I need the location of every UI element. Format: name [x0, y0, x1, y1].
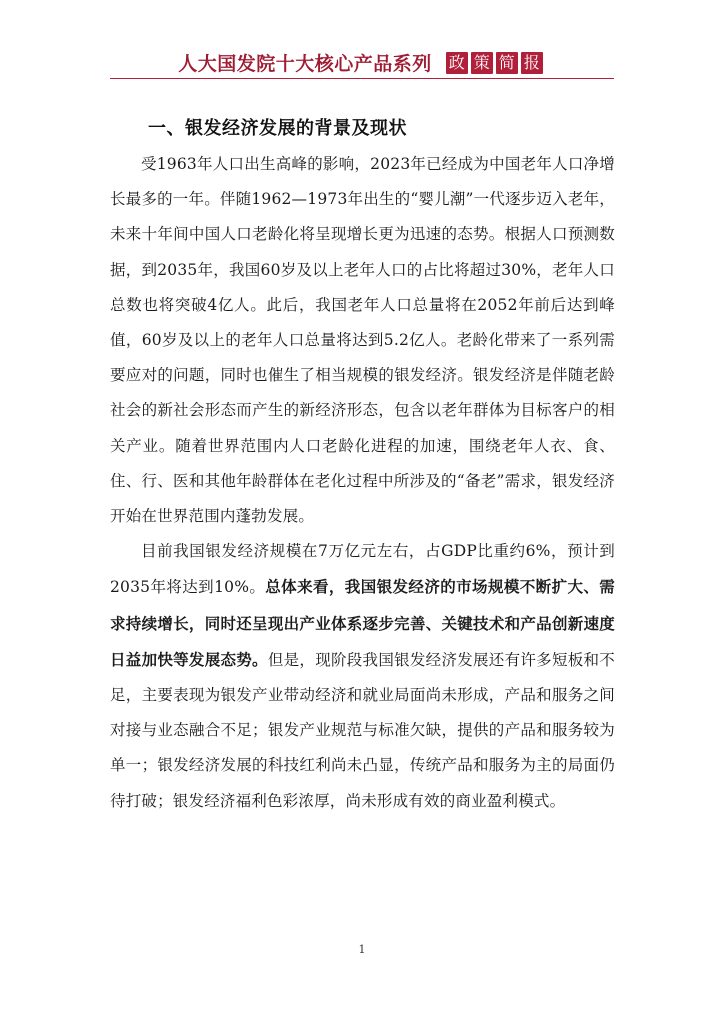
body-text — [110, 147, 615, 819]
page-number: 1 — [358, 943, 366, 956]
emphasized-text: 总体来看，我国银发经济的市场规模不断扩大、需求持续增长，同时还呈现出产业体系逐步完善、关键技术和产品创新速度日益加快等发展态势。 — [110, 577, 615, 669]
badge-char: 简 — [496, 52, 518, 74]
section-heading: 一、银发经济发展的背景及现状 — [148, 118, 407, 139]
header-divider — [110, 78, 614, 79]
badge-char: 策 — [471, 52, 493, 74]
series-title: 人大国发院十大核心产品系列 — [178, 53, 432, 75]
document-header — [0, 49, 724, 76]
paragraph-text: 但是，现阶段我国银发经济发展还有许多短板和不足，主要表现为银发产业带动经济和就业局面尚未形成，产品和服务之间对接与业态融合不足；银发产业规范与标准欠缺，提供的产品和服务较为单一；银发经济发展的科技红利尚未凸显，传统产品和服务为主的局面仍待打破；银发经济福利色彩浓厚，尚未形成有效的商业盈利模式。 — [110, 650, 615, 810]
policy-brief-badges — [446, 52, 546, 74]
paragraph-current-status — [110, 534, 615, 819]
paragraph-background: 受1963年人口出生高峰的影响，2023年已经成为中国老年人口净增长最多的一年。伴随1962—1973年出生的“婴儿潮”一代逐步迈入老年，未来十年间中国人口老龄化将呈现增长更为迅速的态势。根据人口预测数据，到2035年，我国60岁及以上老年人口的占比将超过30%，老年人口总数也将突破4亿人。此后，我国老年人口总量将在2052年前后达到峰值，60岁及以上的老年人口总量将达到5.2亿人。老龄化带来了一系列需要应对的问题，同时也催生了相当规模的银发经济。银发经济是伴随老龄社会的新社会形态而产生的新经济形态，包含以老年群体为目标客户的相关产业。随着世界范围内人口老龄化进程的加速，围绕老年人衣、食、住、行、医和其他年龄群体在老化过程中所涉及的“备老”需求，银发经济开始在世界范围内蓬勃发展。 — [110, 155, 615, 526]
badge-char: 政 — [446, 52, 468, 74]
badge-char: 报 — [521, 52, 543, 74]
paragraph-text: 目前我国银发经济规模在7万亿元左右，占GDP比重约6%，预计到2035年将达到10%。 — [110, 542, 615, 597]
